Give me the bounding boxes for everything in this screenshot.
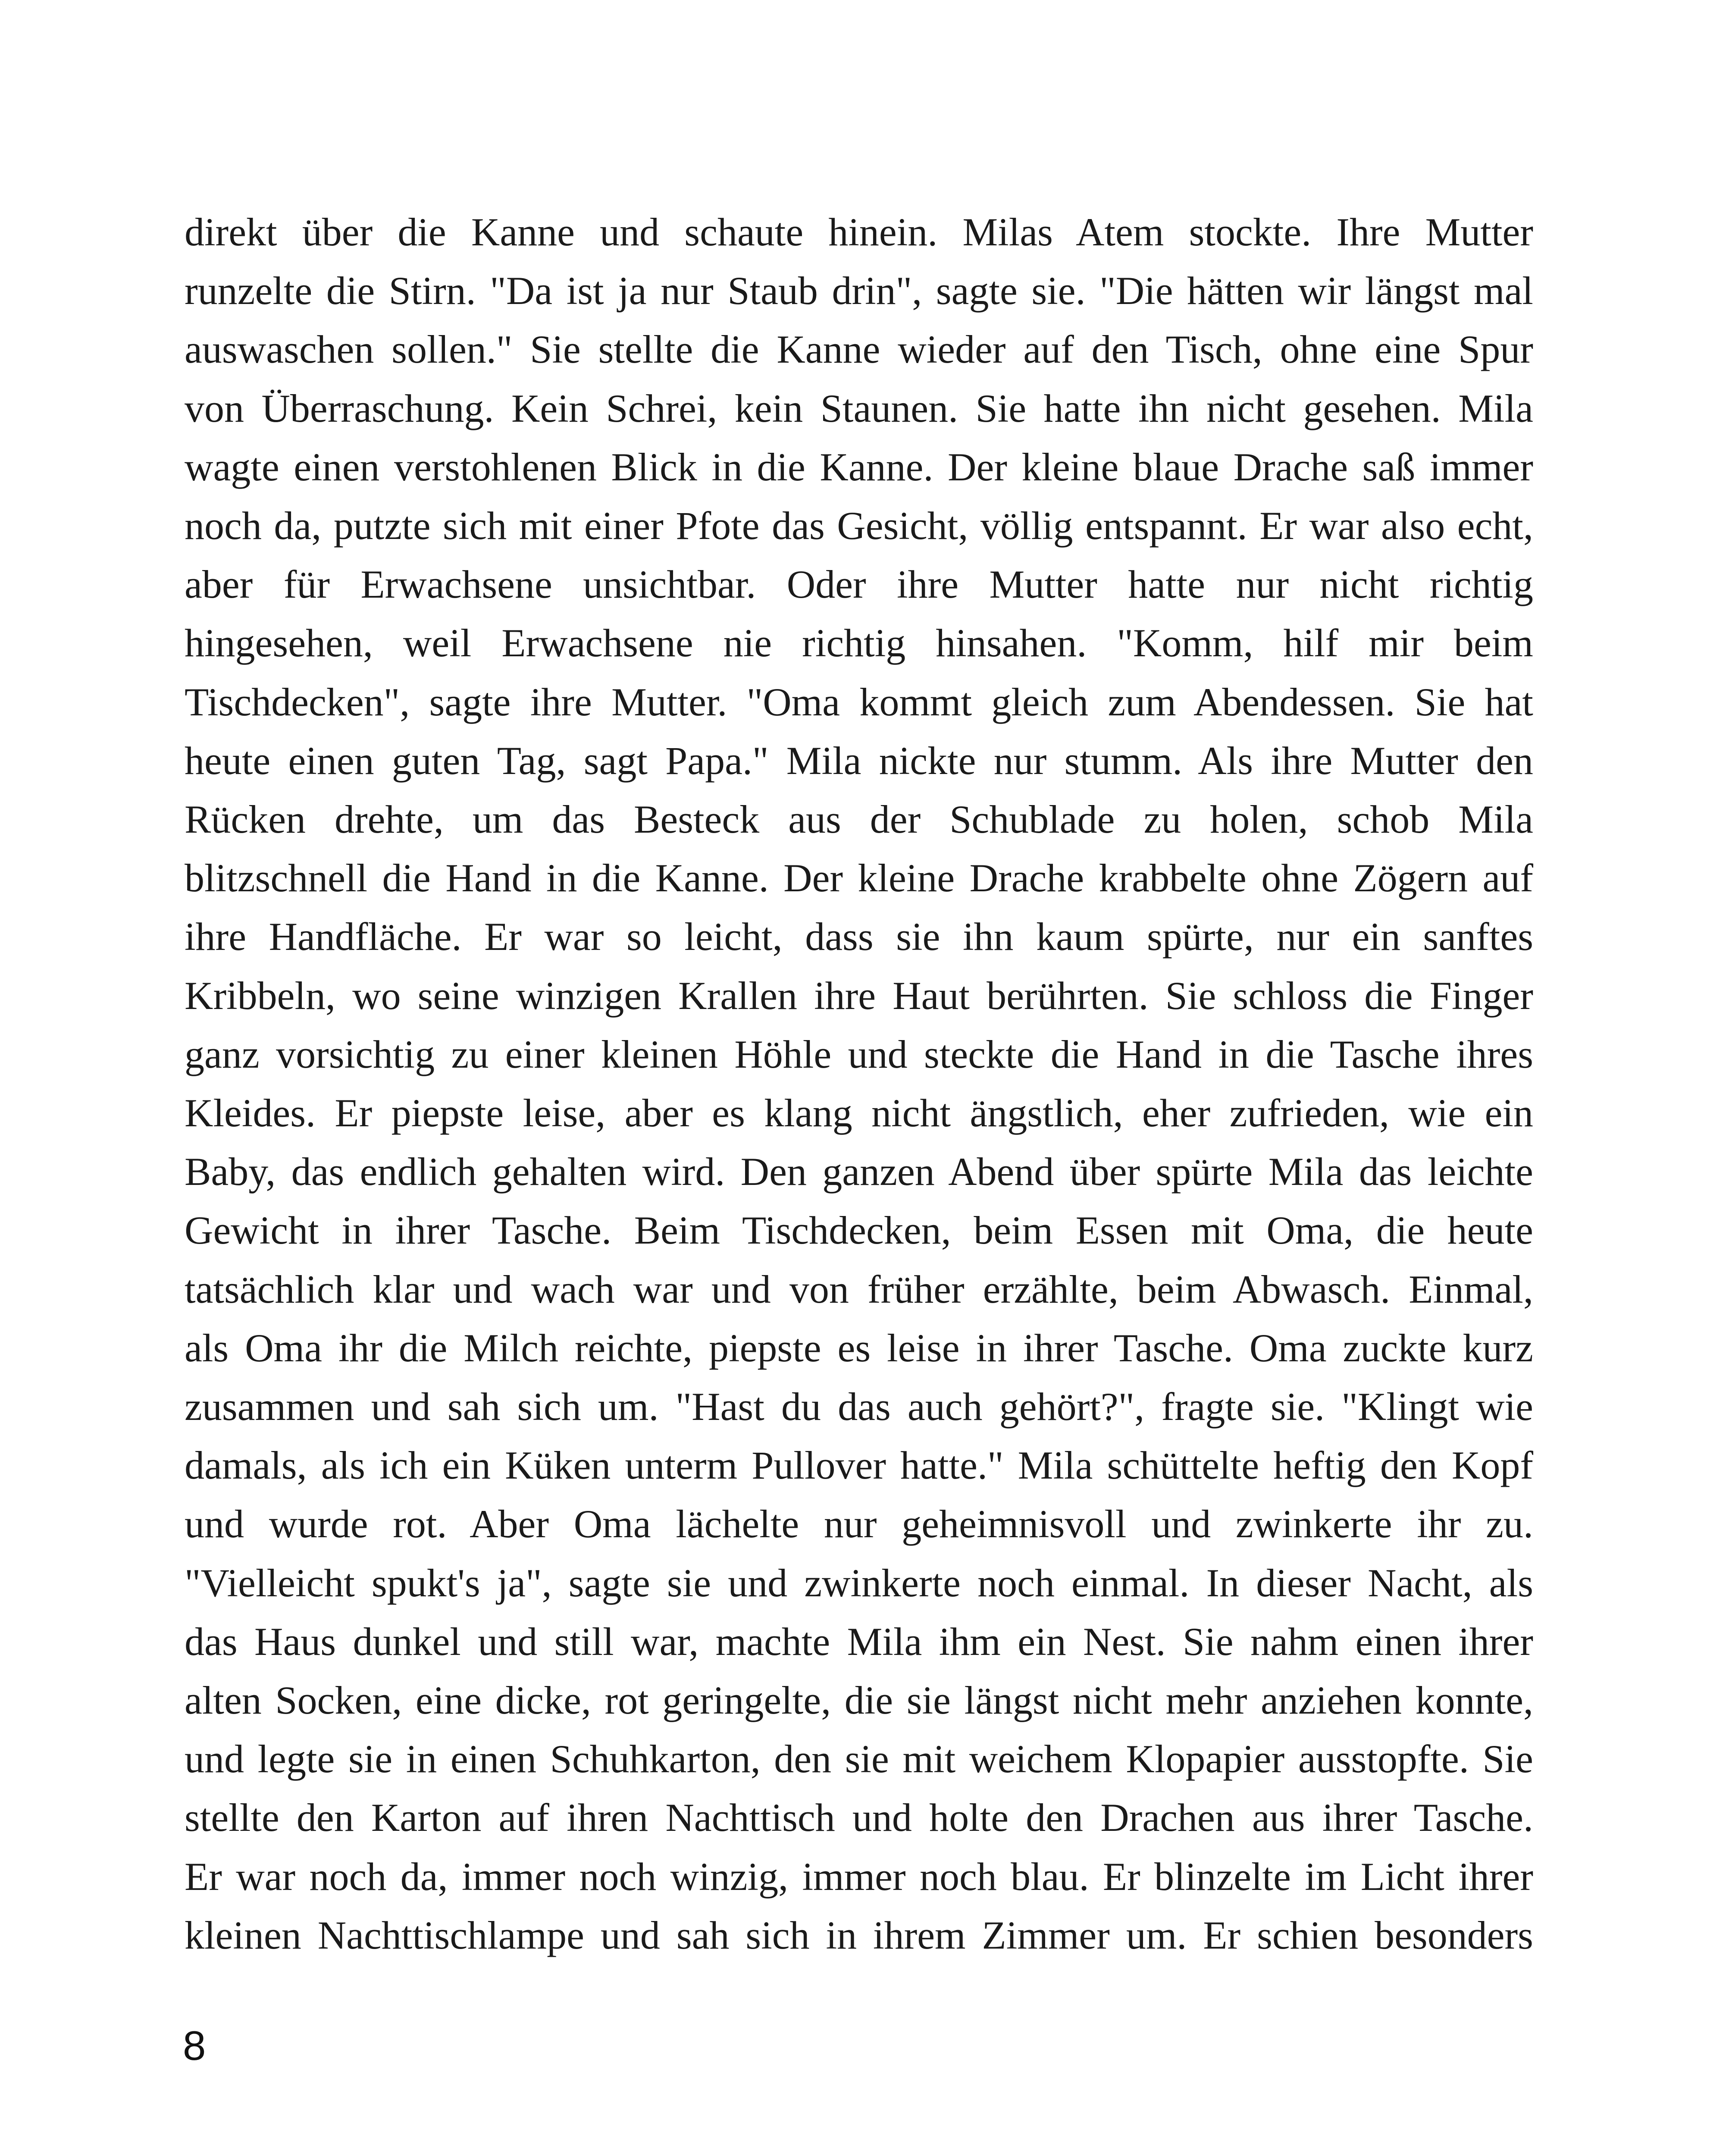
- text-line: heute einen guten Tag, sagt Papa." Mila nickte nur stumm. Als ihre Mutter den: [185, 738, 1533, 783]
- text-line: "Vielleicht spukt's ja", sagte sie und zwinkerte noch einmal. In dieser Nacht, als: [185, 1561, 1533, 1605]
- text-line: tatsächlich klar und wach war und von früher erzählte, beim Abwasch. Einmal,: [185, 1267, 1533, 1311]
- text-line: stellte den Karton auf ihren Nachttisch und holte den Drachen aus ihrer Tasche.: [185, 1796, 1533, 1840]
- text-line: von Überraschung. Kein Schrei, kein Staunen. Sie hatte ihn nicht gesehen. Mila: [185, 386, 1533, 430]
- text-line: ganz vorsichtig zu einer kleinen Höhle und steckte die Hand in die Tasche ihres: [185, 1032, 1533, 1076]
- text-line: Gewicht in ihrer Tasche. Beim Tischdecken, beim Essen mit Oma, die heute: [185, 1208, 1533, 1253]
- text-line: als Oma ihr die Milch reichte, piepste es leise in ihrer Tasche. Oma zuckte kurz: [185, 1326, 1533, 1370]
- page-number: 8: [183, 2023, 206, 2069]
- body-text: [185, 203, 1533, 1965]
- text-line: runzelte die Stirn. "Da ist ja nur Staub drin", sagte sie. "Die hätten wir längst mal: [185, 269, 1533, 313]
- text-line: Baby, das endlich gehalten wird. Den ganzen Abend über spürte Mila das leichte: [185, 1150, 1533, 1194]
- text-line: noch da, putzte sich mit einer Pfote das Gesicht, völlig entspannt. Er war also echt,: [185, 504, 1533, 548]
- text-line: zusammen und sah sich um. "Hast du das auch gehört?", fragte sie. "Klingt wie: [185, 1385, 1533, 1429]
- text-line: damals, als ich ein Küken unterm Pullover hatte." Mila schüttelte heftig den Kopf: [185, 1443, 1533, 1488]
- text-line: Rücken drehte, um das Besteck aus der Schublade zu holen, schob Mila: [185, 797, 1533, 842]
- text-line: ihre Handfläche. Er war so leicht, dass sie ihn kaum spürte, nur ein sanftes: [185, 915, 1533, 959]
- text-line: auswaschen sollen." Sie stellte die Kanne wieder auf den Tisch, ohne eine Spur: [185, 327, 1533, 372]
- text-line: und legte sie in einen Schuhkarton, den sie mit weichem Klopapier ausstopfte. Sie: [185, 1737, 1533, 1781]
- text-line: und wurde rot. Aber Oma lächelte nur geheimnisvoll und zwinkerte ihr zu.: [185, 1502, 1533, 1546]
- text-line: Kribbeln, wo seine winzigen Krallen ihre Haut berührten. Sie schloss die Finger: [185, 973, 1533, 1018]
- text-line: Kleides. Er piepste leise, aber es klang nicht ängstlich, eher zufrieden, wie ein: [185, 1091, 1533, 1135]
- text-line: Tischdecken", sagte ihre Mutter. "Oma kommt gleich zum Abendessen. Sie hat: [185, 680, 1533, 724]
- text-line: aber für Erwachsene unsichtbar. Oder ihre Mutter hatte nur nicht richtig: [185, 562, 1533, 607]
- text-line: Er war noch da, immer noch winzig, immer noch blau. Er blinzelte im Licht ihrer: [185, 1854, 1533, 1899]
- text-line: direkt über die Kanne und schaute hinein. Milas Atem stockte. Ihre Mutter: [185, 210, 1533, 254]
- text-line: kleinen Nachttischlampe und sah sich in ihrem Zimmer um. Er schien besonders: [185, 1913, 1533, 1957]
- text-line: das Haus dunkel und still war, machte Mila ihm ein Nest. Sie nahm einen ihrer: [185, 1619, 1533, 1664]
- text-line: hingesehen, weil Erwachsene nie richtig hinsahen. "Komm, hilf mir beim: [185, 621, 1533, 665]
- text-line: alten Socken, eine dicke, rot geringelte, die sie längst nicht mehr anziehen konnte,: [185, 1678, 1533, 1723]
- text-line: wagte einen verstohlenen Blick in die Kanne. Der kleine blaue Drache saß immer: [185, 445, 1533, 489]
- text-line: blitzschnell die Hand in die Kanne. Der kleine Drache krabbelte ohne Zögern auf: [185, 856, 1533, 900]
